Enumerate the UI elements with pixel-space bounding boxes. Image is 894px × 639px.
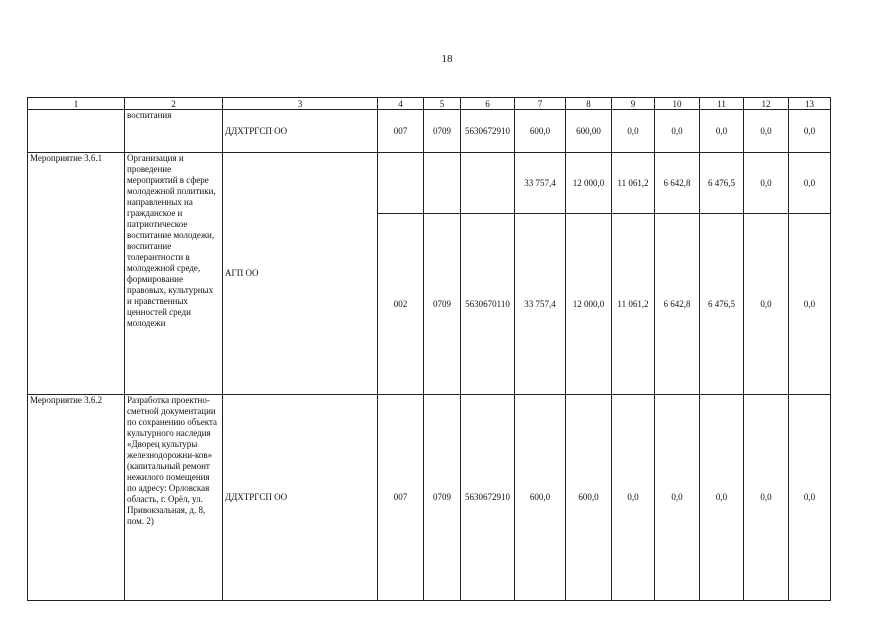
header-cell: 5 <box>424 98 461 110</box>
page-number: 18 <box>441 53 453 65</box>
table-cell: 007 <box>378 110 424 153</box>
table-cell: 0,0 <box>744 214 789 395</box>
table-row <box>28 110 831 153</box>
table-cell: 600,0 <box>566 395 612 601</box>
header-cell: 10 <box>655 98 700 110</box>
table-cell: 5630672910 <box>461 395 515 601</box>
header-cell: 1 <box>28 98 125 110</box>
header-cell: 6 <box>461 98 515 110</box>
table-cell: 12 000,0 <box>566 214 612 395</box>
table-cell: 0,0 <box>744 395 789 601</box>
table-cell: 12 000,0 <box>566 153 612 214</box>
table-cell: 6 476,5 <box>700 153 744 214</box>
table-cell: 33 757,4 <box>515 214 566 395</box>
header-cell: 13 <box>789 98 831 110</box>
table-cell: 600,0 <box>515 110 566 153</box>
table-cell: 0,0 <box>700 110 744 153</box>
measure-cell: Мероприятие 3.6.1 <box>28 153 125 395</box>
table-cell: 5630672910 <box>461 110 515 153</box>
description-cell: Разработка проектно-сметной документации по сохранению объекта культурного наследия «Дворец культуры железнодорожни-ков» (капитальный ремонт нежилого помещения по адресу: Орловская область, г. Орёл, ул. Привокзальная, д. 8, пом. 2) <box>125 395 223 601</box>
budget-table <box>27 97 831 601</box>
table-cell: 007 <box>378 395 424 601</box>
table-cell: 0,0 <box>700 395 744 601</box>
table-cell: 0,0 <box>744 110 789 153</box>
description-cell: Организация и проведение мероприятий в сфере молодежной политики, направленных на гражданское и патриотическое воспитание молодежи, воспитание толерантности в молодежной среде, формирование правовых, культурных и нравственных ценностей среди молодежи <box>125 153 223 395</box>
table-cell: 6 642,8 <box>655 153 700 214</box>
header-cell: 12 <box>744 98 789 110</box>
table-cell: 002 <box>378 214 424 395</box>
header-cell: 11 <box>700 98 744 110</box>
executor-cell: ДДХТРГСП ОО <box>223 395 378 601</box>
table-cell: 6 642,8 <box>655 214 700 395</box>
table-cell: 33 757,4 <box>515 153 566 214</box>
header-cell: 9 <box>612 98 655 110</box>
table-cell: 0,0 <box>612 395 655 601</box>
executor-cell: ДДХТРГСП ОО <box>223 110 378 153</box>
table-cell: 0709 <box>424 110 461 153</box>
measure-cell: Мероприятие 3.6.2 <box>28 395 125 601</box>
table-cell: 0,0 <box>789 395 831 601</box>
table-cell: 0,0 <box>789 153 831 214</box>
table-cell: 11 061,2 <box>612 214 655 395</box>
header-cell: 2 <box>125 98 223 110</box>
header-cell: 7 <box>515 98 566 110</box>
table-cell: 0,0 <box>789 110 831 153</box>
table-cell <box>28 110 125 153</box>
table-cell: 600,0 <box>515 395 566 601</box>
table-cell: 5630670110 <box>461 214 515 395</box>
table-cell <box>461 153 515 214</box>
table-cell <box>378 153 424 214</box>
header-cell: 3 <box>223 98 378 110</box>
table-cell: 0,0 <box>655 395 700 601</box>
table-cell: 0,0 <box>789 214 831 395</box>
table-cell: 11 061,2 <box>612 153 655 214</box>
table-cell <box>424 153 461 214</box>
table-cell: 0,0 <box>612 110 655 153</box>
table-row <box>28 395 831 601</box>
table-cell: 6 476,5 <box>700 214 744 395</box>
header-cell: 8 <box>566 98 612 110</box>
table-row <box>28 153 831 214</box>
table-cell: 600,00 <box>566 110 612 153</box>
table-cell: 0,0 <box>655 110 700 153</box>
table-cell: 0,0 <box>744 153 789 214</box>
header-cell: 4 <box>378 98 424 110</box>
header-row <box>28 98 831 110</box>
executor-cell: АГП ОО <box>223 153 378 395</box>
description-cell: воспитания <box>125 110 223 153</box>
table-cell: 0709 <box>424 214 461 395</box>
table-cell: 0709 <box>424 395 461 601</box>
